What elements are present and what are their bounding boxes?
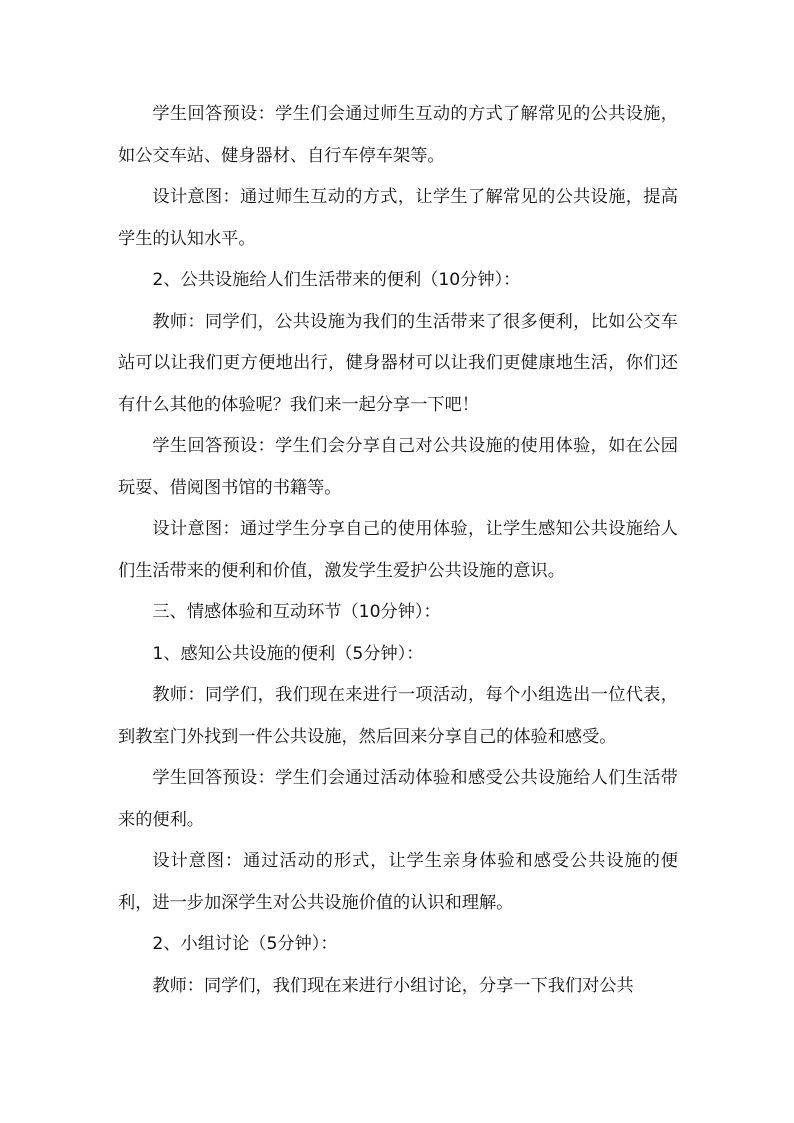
paragraph-teacher-1: 教师：同学们，公共设施为我们的生活带来了很多便利，比如公交车站可以让我们更方便地出行，健身器材可以让我们更健康地生活，你们还有什么其他的体验呢？我们来一起分享一下吧！ bbox=[118, 311, 678, 415]
paragraph-design-intent-1: 设计意图：通过师生互动的方式，让学生了解常见的公共设施，提高学生的认知水平。 bbox=[118, 187, 678, 249]
subsection-heading-perceive-convenience: 1、感知公共设施的便利（5分钟）： bbox=[152, 643, 424, 664]
section-heading-emotional-experience: 三、情感体验和互动环节（10分钟）： bbox=[152, 602, 441, 622]
paragraph-teacher-3: 教师：同学们，我们现在来进行小组讨论，分享一下我们对公共 bbox=[152, 975, 634, 996]
paragraph-teacher-2: 教师：同学们，我们现在来进行一项活动，每个小组选出一位代表，到教室门外找到一件公共设施，然后回来分享自己的体验和感受。 bbox=[118, 685, 678, 747]
subsection-heading-group-discussion: 2、小组讨论（5分钟）： bbox=[152, 934, 338, 954]
paragraph-design-intent-2: 设计意图：通过学生分享自己的使用体验，让学生感知公共设施给人们生活带来的便利和价值，激发学生爱护公共设施的意识。 bbox=[118, 519, 678, 581]
paragraph-student-response-2: 学生回答预设：学生们会分享自己对公共设施的使用体验，如在公园玩耍、借阅图书馆的书籍等。 bbox=[118, 436, 678, 498]
paragraph-design-intent-3: 设计意图：通过活动的形式，让学生亲身体验和感受公共设施的便利，进一步加深学生对公共设施价值的认识和理解。 bbox=[118, 851, 678, 913]
paragraph-student-response-3: 学生回答预设：学生们会通过活动体验和感受公共设施给人们生活带来的便利。 bbox=[118, 768, 678, 830]
section-heading-convenience: 2、公共设施给人们生活带来的便利（10分钟）： bbox=[152, 270, 521, 290]
document-body bbox=[118, 94, 678, 1007]
paragraph-student-response-1: 学生回答预设：学生们会通过师生互动的方式了解常见的公共设施，如公交车站、健身器材、自行车停车架等。 bbox=[118, 104, 678, 166]
